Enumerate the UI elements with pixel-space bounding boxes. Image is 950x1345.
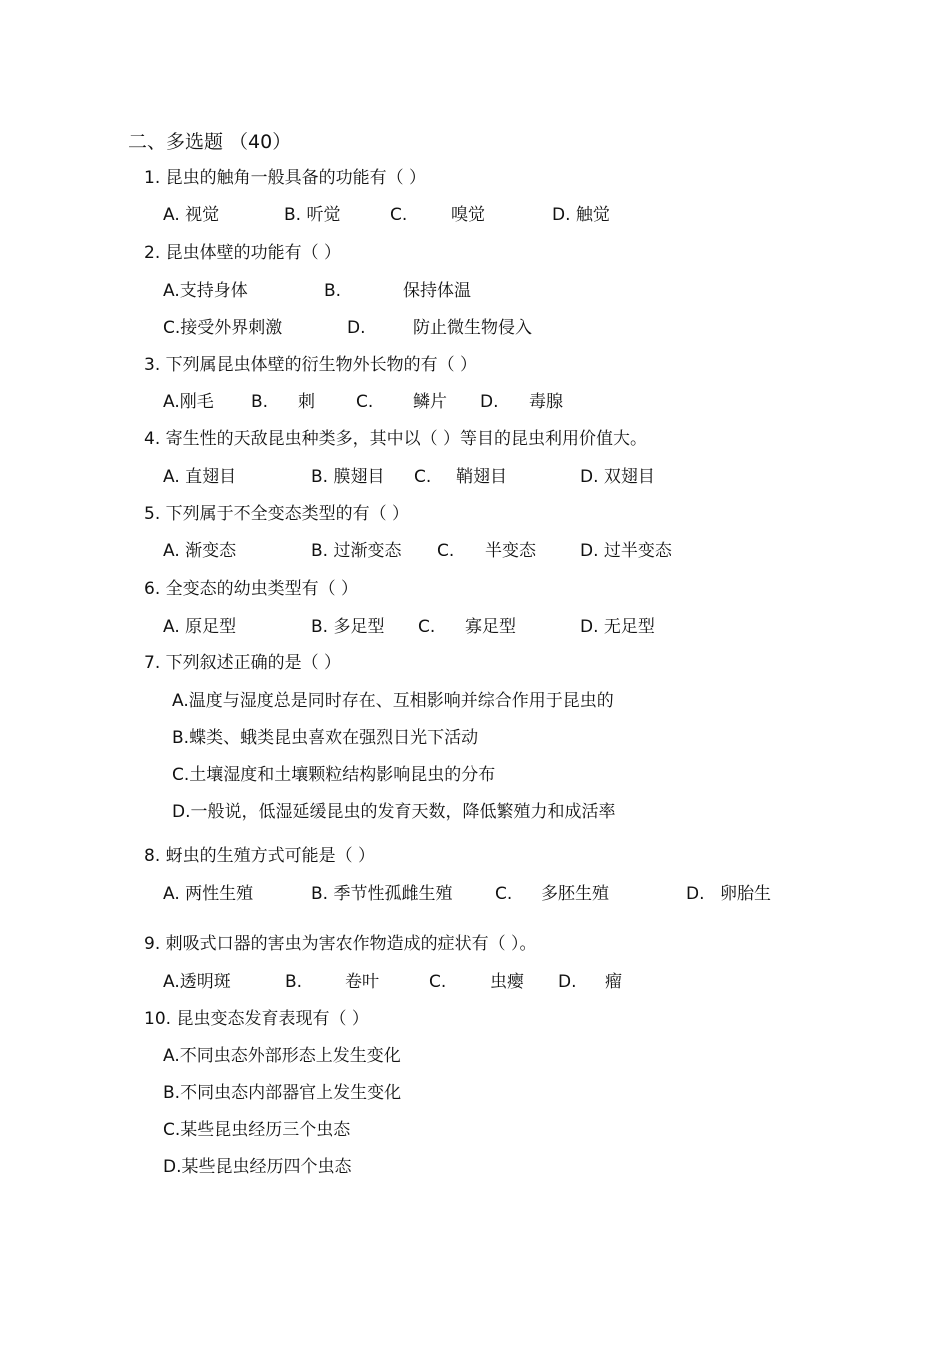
q4-option-b: B. 膜翅目 (311, 467, 385, 487)
question-6-stem: 6. 全变态的幼虫类型有（ ） (144, 579, 359, 599)
question-8-stem: 8. 蚜虫的生殖方式可能是（ ） (144, 846, 376, 866)
q6-option-d: D. 无足型 (580, 617, 655, 637)
q9-option-b-text: 卷叶 (345, 972, 379, 992)
q8-option-c-letter: C. (495, 884, 513, 904)
q6-option-a: A. 原足型 (163, 617, 237, 637)
q6-option-c-text: 寡足型 (465, 617, 516, 637)
q2-option-d-letter: D. (347, 318, 366, 338)
q9-option-a: A.透明斑 (163, 972, 231, 992)
q4-option-a: A. 直翅目 (163, 467, 237, 487)
q5-option-b: B. 过渐变态 (311, 541, 402, 561)
q6-option-b: B. 多足型 (311, 617, 385, 637)
q2-option-d-text: 防止微生物侵入 (413, 318, 532, 338)
q9-option-c-letter: C. (429, 972, 447, 992)
section-title: 二、多选题 （40） (128, 131, 292, 153)
q7-option-d: D.一般说，低湿延缓昆虫的发育天数，降低繁殖力和成活率 (172, 802, 616, 822)
q8-option-d-letter: D. (686, 884, 705, 904)
q1-option-d: D. 触觉 (552, 205, 610, 225)
q1-option-c-text: 嗅觉 (451, 205, 485, 225)
question-4-stem: 4. 寄生性的天敌昆虫种类多，其中以（ ）等目的昆虫利用价值大。 (144, 429, 648, 449)
q1-option-c-letter: C. (390, 205, 408, 225)
q3-option-b-letter: B. (251, 392, 269, 412)
question-5-stem: 5. 下列属于不全变态类型的有（ ） (144, 504, 410, 524)
q9-option-b-letter: B. (285, 972, 303, 992)
q6-option-c-letter: C. (418, 617, 436, 637)
q7-option-a: A.温度与湿度总是同时存在、互相影响并综合作用于昆虫的 (172, 691, 614, 711)
q5-option-c-letter: C. (437, 541, 455, 561)
question-10-stem: 10. 昆虫变态发育表现有（ ） (144, 1009, 369, 1029)
q3-option-b-text: 刺 (298, 392, 315, 412)
q4-option-c-letter: C. (414, 467, 432, 487)
q10-option-d: D.某些昆虫经历四个虫态 (163, 1157, 352, 1177)
q10-option-c: C.某些昆虫经历三个虫态 (163, 1120, 351, 1140)
q3-option-c-letter: C. (356, 392, 374, 412)
q8-option-d-text: 卵胎生 (720, 884, 771, 904)
q10-option-b: B.不同虫态内部器官上发生变化 (163, 1083, 402, 1103)
q4-option-c-text: 鞘翅目 (456, 467, 507, 487)
q2-option-b-letter: B. (324, 281, 342, 301)
q8-option-b: B. 季节性孤雌生殖 (311, 884, 453, 904)
q4-option-d: D. 双翅目 (580, 467, 655, 487)
q7-option-b: B.蝶类、蛾类昆虫喜欢在强烈日光下活动 (172, 728, 479, 748)
q10-option-a: A.不同虫态外部形态上发生变化 (163, 1046, 401, 1066)
q3-option-a: A.刚毛 (163, 392, 214, 412)
question-7-stem: 7. 下列叙述正确的是（ ） (144, 653, 342, 673)
q9-option-c-text: 虫瘿 (490, 972, 524, 992)
q2-option-c: C.接受外界刺激 (163, 318, 283, 338)
q5-option-a: A. 渐变态 (163, 541, 237, 561)
q2-option-a: A.支持身体 (163, 281, 248, 301)
q5-option-c-text: 半变态 (485, 541, 536, 561)
question-1-stem: 1. 昆虫的触角一般具备的功能有（ ） (144, 168, 427, 188)
q9-option-d-letter: D. (558, 972, 577, 992)
q7-option-c: C.土壤湿度和土壤颗粒结构影响昆虫的分布 (172, 765, 496, 785)
q1-option-a: A. 视觉 (163, 205, 220, 225)
q8-option-a: A. 两性生殖 (163, 884, 254, 904)
q3-option-d-text: 毒腺 (529, 392, 563, 412)
question-3-stem: 3. 下列属昆虫体壁的衍生物外长物的有（ ） (144, 355, 478, 375)
q5-option-d: D. 过半变态 (580, 541, 672, 561)
q3-option-c-text: 鳞片 (413, 392, 447, 412)
q1-option-b: B. 听觉 (284, 205, 341, 225)
q8-option-c-text: 多胚生殖 (541, 884, 609, 904)
question-2-stem: 2. 昆虫体壁的功能有（ ） (144, 243, 342, 263)
q9-option-d-text: 瘤 (605, 972, 622, 992)
question-9-stem: 9. 刺吸式口器的害虫为害农作物造成的症状有（ ）。 (144, 934, 537, 954)
q2-option-b-text: 保持体温 (403, 281, 471, 301)
q3-option-d-letter: D. (480, 392, 499, 412)
